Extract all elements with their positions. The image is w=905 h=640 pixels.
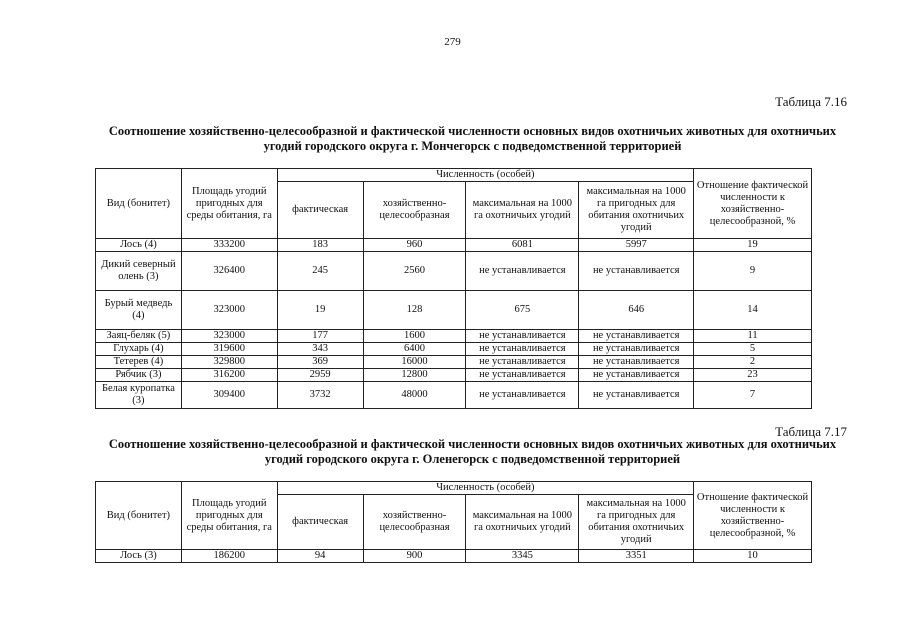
table-caption: Таблица 7.17 xyxy=(775,424,847,439)
species-cell: Рябчик (3) xyxy=(96,369,182,382)
economic-cell: 2560 xyxy=(363,252,466,291)
header-area: Площадь угодий пригодных для среды обитания, га xyxy=(181,482,277,550)
economic-cell: 16000 xyxy=(363,356,466,369)
max-per-1000-suitable-cell: не устанавливается xyxy=(579,382,694,409)
max-per-1000-suitable-cell: не устанавливается xyxy=(579,252,694,291)
header-species: Вид (бонитет) xyxy=(96,169,182,239)
actual-cell: 245 xyxy=(277,252,363,291)
area-cell: 309400 xyxy=(181,382,277,409)
header-economic: хозяйственно-целесообразная xyxy=(363,182,466,239)
ratio-cell: 7 xyxy=(694,382,812,409)
species-cell: Бурый медведь (4) xyxy=(96,291,182,330)
economic-cell: 12800 xyxy=(363,369,466,382)
economic-cell: 48000 xyxy=(363,382,466,409)
max-per-1000-suitable-cell: 646 xyxy=(579,291,694,330)
area-cell: 323000 xyxy=(181,330,277,343)
actual-cell: 183 xyxy=(277,239,363,252)
max-per-1000-cell: не устанавливается xyxy=(466,382,579,409)
header-ratio: Отношение фактической численности к хозяйственно-целесообразной, % xyxy=(694,482,812,550)
max-per-1000-cell: 675 xyxy=(466,291,579,330)
table-title: Соотношение хозяйственно-целесообразной и фактической численности основных видов охотничьих животных для охотничьих угодий городского округа г. Мончегорск с подведомственной территорией xyxy=(108,124,837,153)
economic-cell: 960 xyxy=(363,239,466,252)
species-cell: Дикий северный олень (3) xyxy=(96,252,182,291)
ratio-cell: 5 xyxy=(694,343,812,356)
max-per-1000-cell: не устанавливается xyxy=(466,369,579,382)
header-max-per-1000-suitable: максимальная на 1000 га пригодных для обитания охотничьих угодий xyxy=(579,182,694,239)
header-species: Вид (бонитет) xyxy=(96,482,182,550)
economic-cell: 6400 xyxy=(363,343,466,356)
header-area: Площадь угодий пригодных для среды обитания, га xyxy=(181,169,277,239)
ratio-cell: 19 xyxy=(694,239,812,252)
table-row xyxy=(96,252,812,291)
actual-cell: 177 xyxy=(277,330,363,343)
actual-cell: 2959 xyxy=(277,369,363,382)
species-cell: Лось (3) xyxy=(96,550,182,563)
area-cell: 186200 xyxy=(181,550,277,563)
area-cell: 319600 xyxy=(181,343,277,356)
max-per-1000-cell: не устанавливается xyxy=(466,356,579,369)
max-per-1000-suitable-cell: не устанавливается xyxy=(579,356,694,369)
table-row xyxy=(96,239,812,252)
page-number: 279 xyxy=(444,36,461,48)
abundance-table xyxy=(95,481,812,563)
species-cell: Белая куропатка (3) xyxy=(96,382,182,409)
area-cell: 316200 xyxy=(181,369,277,382)
header-actual: фактическая xyxy=(277,182,363,239)
max-per-1000-suitable-cell: не устанавливается xyxy=(579,343,694,356)
table-row xyxy=(96,356,812,369)
actual-cell: 369 xyxy=(277,356,363,369)
max-per-1000-suitable-cell: не устанавливается xyxy=(579,369,694,382)
max-per-1000-cell: не устанавливается xyxy=(466,343,579,356)
max-per-1000-suitable-cell: 5997 xyxy=(579,239,694,252)
header-actual: фактическая xyxy=(277,495,363,550)
max-per-1000-cell: 3345 xyxy=(466,550,579,563)
species-cell: Лось (4) xyxy=(96,239,182,252)
actual-cell: 343 xyxy=(277,343,363,356)
table-row xyxy=(96,291,812,330)
ratio-cell: 11 xyxy=(694,330,812,343)
max-per-1000-cell: не устанавливается xyxy=(466,252,579,291)
header-max-per-1000: максимальная на 1000 га охотничьих угодий xyxy=(466,495,579,550)
header-abundance: Численность (особей) xyxy=(277,169,693,182)
max-per-1000-suitable-cell: 3351 xyxy=(579,550,694,563)
economic-cell: 1600 xyxy=(363,330,466,343)
ratio-cell: 10 xyxy=(694,550,812,563)
area-cell: 326400 xyxy=(181,252,277,291)
species-cell: Тетерев (4) xyxy=(96,356,182,369)
max-per-1000-cell: 6081 xyxy=(466,239,579,252)
max-per-1000-cell: не устанавливается xyxy=(466,330,579,343)
area-cell: 329800 xyxy=(181,356,277,369)
header-ratio: Отношение фактической численности к хозяйственно-целесообразной, % xyxy=(694,169,812,239)
header-economic: хозяйственно-целесообразная xyxy=(363,495,466,550)
max-per-1000-suitable-cell: не устанавливается xyxy=(579,330,694,343)
species-cell: Заяц-беляк (5) xyxy=(96,330,182,343)
table-row xyxy=(96,369,812,382)
ratio-cell: 2 xyxy=(694,356,812,369)
area-cell: 323000 xyxy=(181,291,277,330)
table-row xyxy=(96,550,812,563)
table-row xyxy=(96,330,812,343)
actual-cell: 19 xyxy=(277,291,363,330)
table-row xyxy=(96,343,812,356)
ratio-cell: 9 xyxy=(694,252,812,291)
table-title: Соотношение хозяйственно-целесообразной и фактической численности основных видов охотничьих животных для охотничьих угодий городского округа г. Оленегорск с подведомственной территорией xyxy=(108,437,837,466)
abundance-table xyxy=(95,168,812,409)
header-abundance: Численность (особей) xyxy=(277,482,693,495)
species-cell: Глухарь (4) xyxy=(96,343,182,356)
table-row xyxy=(96,382,812,409)
area-cell: 333200 xyxy=(181,239,277,252)
header-max-per-1000: максимальная на 1000 га охотничьих угодий xyxy=(466,182,579,239)
ratio-cell: 14 xyxy=(694,291,812,330)
actual-cell: 3732 xyxy=(277,382,363,409)
actual-cell: 94 xyxy=(277,550,363,563)
economic-cell: 128 xyxy=(363,291,466,330)
header-max-per-1000-suitable: максимальная на 1000 га пригодных для обитания охотничьих угодий xyxy=(579,495,694,550)
table-caption: Таблица 7.16 xyxy=(775,94,847,109)
ratio-cell: 23 xyxy=(694,369,812,382)
economic-cell: 900 xyxy=(363,550,466,563)
